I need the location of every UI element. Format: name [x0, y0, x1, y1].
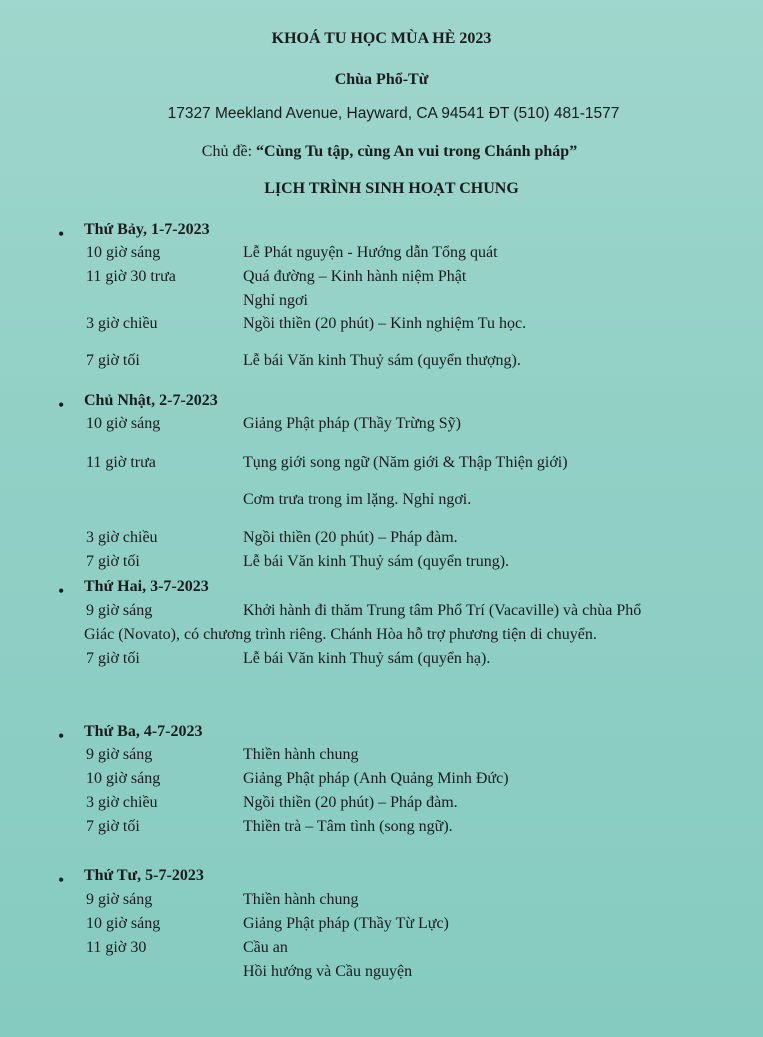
bullet-icon: •	[58, 726, 65, 746]
schedule-title: LỊCH TRÌNH SINH HOẠT CHUNG	[264, 180, 519, 197]
activity-cell: Khởi hành đi thăm Trung tâm Phổ Trí (Vacaville) và chùa Phổ	[243, 602, 642, 619]
day-heading: Chủ Nhật, 2-7-2023	[84, 392, 218, 409]
time-cell: 11 giờ trưa	[86, 454, 156, 471]
bullet-icon: •	[58, 581, 65, 601]
activity-cell: Hồi hướng và Cầu nguyện	[243, 963, 413, 980]
activity-cell: Quá đường – Kinh hành niệm Phật	[243, 268, 467, 285]
bullet-icon: •	[58, 870, 65, 890]
time-cell: 7 giờ tối	[86, 818, 140, 835]
activity-cell: Tụng giới song ngữ (Năm giới & Thập Thiện giới)	[243, 454, 568, 471]
temple-address: 17327 Meekland Avenue, Hayward, CA 94541 ĐT (510) 481-1577	[167, 105, 620, 122]
activity-cell: Ngồi thiền (20 phút) – Pháp đàm.	[243, 529, 458, 546]
time-cell: 7 giờ tối	[86, 352, 140, 369]
theme-text: “Cùng Tu tập, cùng An vui trong Chánh pháp”	[256, 143, 578, 160]
time-cell: 9 giờ sáng	[86, 602, 153, 619]
time-cell: 3 giờ chiều	[86, 315, 158, 332]
time-cell: 7 giờ tối	[86, 650, 140, 667]
theme-label: Chủ đề:	[201, 143, 253, 160]
time-cell: 9 giờ sáng	[86, 891, 153, 908]
time-cell: 10 giờ sáng	[86, 415, 161, 432]
time-cell: 11 giờ 30 trưa	[86, 268, 176, 285]
activity-cell: Cầu an	[243, 939, 288, 956]
activity-cell: Nghỉ ngơi	[243, 292, 308, 309]
time-cell: 10 giờ sáng	[86, 770, 161, 787]
activity-cell: Giảng Phật pháp (Anh Quảng Minh Đức)	[243, 770, 509, 787]
activity-cell: Ngồi thiền (20 phút) – Kinh nghiệm Tu học.	[243, 315, 527, 332]
activity-cell: Ngồi thiền (20 phút) – Pháp đàm.	[243, 794, 458, 811]
activity-cell: Giác (Novato), có chương trình riêng. Chánh Hòa hỗ trợ phương tiện di chuyển.	[84, 626, 597, 643]
day-heading: Thứ Ba, 4-7-2023	[84, 723, 203, 740]
bullet-icon: •	[58, 224, 65, 244]
activity-cell: Cơm trưa trong im lặng. Nghỉ ngơi.	[243, 491, 472, 508]
theme-line	[8, 143, 763, 161]
activity-cell: Lễ bái Văn kinh Thuỷ sám (quyển trung).	[243, 553, 510, 570]
day-heading: Thứ Bảy, 1-7-2023	[84, 221, 210, 238]
activity-cell: Lễ bái Văn kinh Thuỷ sám (quyển hạ).	[243, 650, 491, 667]
time-cell: 10 giờ sáng	[86, 915, 161, 932]
time-cell: 7 giờ tối	[86, 553, 140, 570]
time-cell: 3 giờ chiều	[86, 794, 158, 811]
time-cell: 10 giờ sáng	[86, 244, 161, 261]
activity-cell: Lễ Phát nguyện - Hướng dẫn Tổng quát	[243, 244, 498, 261]
bullet-icon: •	[58, 395, 65, 415]
activity-cell: Thiền trà – Tâm tình (song ngữ).	[243, 818, 453, 835]
time-cell: 3 giờ chiều	[86, 529, 158, 546]
activity-cell: Lễ bái Văn kinh Thuỷ sám (quyển thượng).	[243, 352, 521, 369]
temple-name: Chùa Phổ-Từ	[334, 71, 429, 88]
activity-cell: Thiền hành chung	[243, 746, 359, 763]
activity-cell: Giảng Phật pháp (Thầy Từ Lực)	[243, 915, 449, 932]
activity-cell: Giảng Phật pháp (Thầy Trừng Sỹ)	[243, 415, 461, 432]
day-heading: Thứ Hai, 3-7-2023	[84, 578, 209, 595]
activity-cell: Thiền hành chung	[243, 891, 359, 908]
document-title: KHOÁ TU HỌC MÙA HÈ 2023	[271, 30, 492, 47]
time-cell: 11 giờ 30	[86, 939, 147, 956]
time-cell: 9 giờ sáng	[86, 746, 153, 763]
day-heading: Thứ Tư, 5-7-2023	[84, 867, 204, 884]
